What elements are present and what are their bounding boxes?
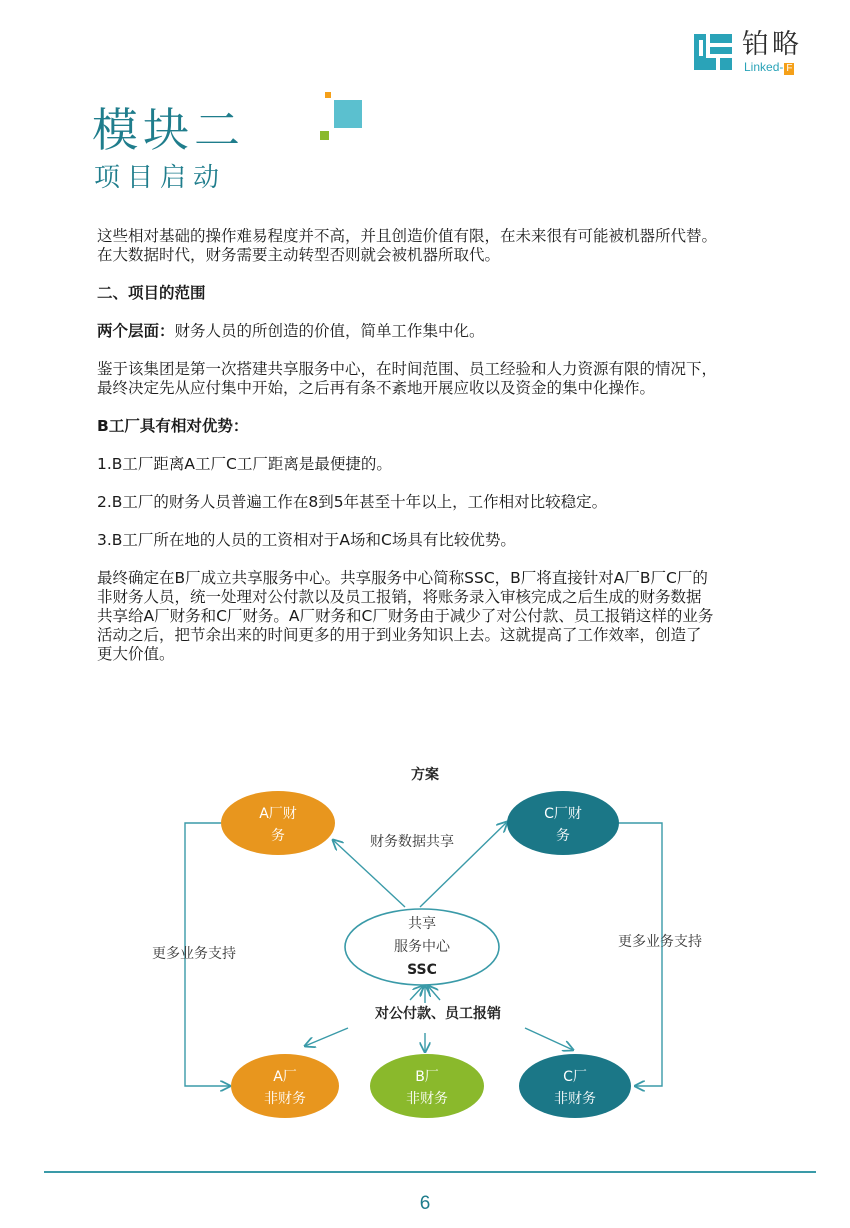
a-non-to-ssc-arrow — [410, 986, 423, 1000]
c-non-finance-node — [519, 1054, 631, 1118]
a-finance-node — [221, 791, 335, 855]
decor-square-green — [320, 131, 329, 140]
diagram-title: 方案 — [411, 767, 439, 783]
ssc-to-a-finance-arrow — [333, 840, 405, 907]
c-non-to-ssc-arrow — [428, 986, 440, 1000]
b-non-label-2: 非财务 — [406, 1091, 448, 1107]
paragraph-line: 最终确定在B厂成立共享服务中心。共享服务中心简称SSC，B厂将直接针对A厂B厂C厂的 — [97, 569, 708, 587]
advantage-heading: B工厂具有相对优势： — [97, 417, 249, 435]
a-non-finance-node — [231, 1054, 339, 1118]
paragraph-line: 在大数据时代，财务需要主动转型否则就会被机器所取代。 — [97, 246, 501, 264]
ssc-label-2: 服务中心 — [394, 939, 450, 955]
right-support-line — [617, 823, 662, 1086]
brand-f-mark: F — [786, 63, 793, 74]
page-number: 6 — [419, 1193, 431, 1214]
paragraph-line: 非财务人员，统一处理对公付款以及员工报销，将账务录入审核完成之后生成的财务数据 — [97, 588, 702, 606]
list-item: 3.B工厂所在地的人员的工资相对于A场和C场具有比较优势。 — [97, 531, 516, 549]
section-heading: 二、项目的范围 — [97, 284, 206, 302]
ssc-diagram — [140, 760, 740, 1130]
paragraph-line: 更大价值。 — [97, 645, 175, 663]
b-non-label-1: B厂 — [415, 1069, 439, 1085]
payment-to-a-non-arrow — [305, 1028, 348, 1046]
c-non-label-2: 非财务 — [554, 1091, 596, 1107]
paragraph-line: 活动之后，把节余出来的时间更多的用于到业务知识上去。这就提高了工作效率，创造了 — [97, 626, 702, 644]
payment-label: 对公付款、员工报销 — [375, 1006, 501, 1022]
paragraph-line: 这些相对基础的操作难易程度并不高，并且创造价值有限，在未来很有可能被机器所代替。 — [97, 227, 718, 245]
c-non-label-1: C厂 — [563, 1069, 587, 1085]
ssc-label-1: 共享 — [408, 916, 436, 932]
brand-logo-icon — [692, 32, 734, 72]
paragraph-line: 最终决定先从应付集中开始，之后再有条不紊地开展应收以及资金的集中化操作。 — [97, 379, 656, 397]
list-item: 2.B工厂的财务人员普遍工作在8到5年甚至十年以上，工作相对比较稳定。 — [97, 493, 608, 511]
paragraph-line: 共享给A厂财务和C厂财务。A厂财务和C厂财务由于减少了对公付款、员工报销这样的业务 — [97, 607, 714, 625]
decor-square-orange — [325, 92, 331, 98]
b-non-finance-node — [370, 1054, 484, 1118]
a-finance-label-2: 务 — [271, 828, 285, 844]
a-finance-label-1: A厂财 — [259, 806, 297, 822]
page-subtitle: 项目启动 — [94, 163, 227, 193]
brand-name-en: Linked- F — [744, 60, 793, 74]
two-levels-text: 财务人员的所创造的价值，简单工作集中化。 — [174, 322, 485, 340]
c-finance-label-1: C厂财 — [544, 806, 582, 822]
list-item: 1.B工厂距离A工厂C工厂距离是最便捷的。 — [97, 455, 392, 473]
page-title: 模块二 — [92, 103, 245, 157]
a-non-label-2: 非财务 — [264, 1091, 306, 1107]
ssc-label-3: SSC — [407, 962, 437, 978]
right-support-label: 更多业务支持 — [618, 934, 702, 950]
left-support-label: 更多业务支持 — [152, 946, 236, 962]
two-levels-line — [97, 322, 797, 341]
c-finance-node — [507, 791, 619, 855]
payment-to-c-non-arrow — [525, 1028, 573, 1050]
brand-logo — [692, 30, 822, 76]
footer-divider — [44, 1171, 816, 1173]
c-finance-label-2: 务 — [556, 828, 570, 844]
paragraph-line: 鉴于该集团是第一次搭建共享服务中心，在时间范围、员工经验和人力资源有限的情况下， — [97, 360, 718, 378]
share-label: 财务数据共享 — [370, 834, 454, 850]
two-levels-label: 两个层面： — [97, 322, 175, 340]
brand-name-cn: 铂略 — [742, 29, 802, 60]
a-non-label-1: A厂 — [273, 1069, 297, 1085]
decor-square-teal — [334, 100, 362, 128]
body-text — [97, 227, 797, 664]
